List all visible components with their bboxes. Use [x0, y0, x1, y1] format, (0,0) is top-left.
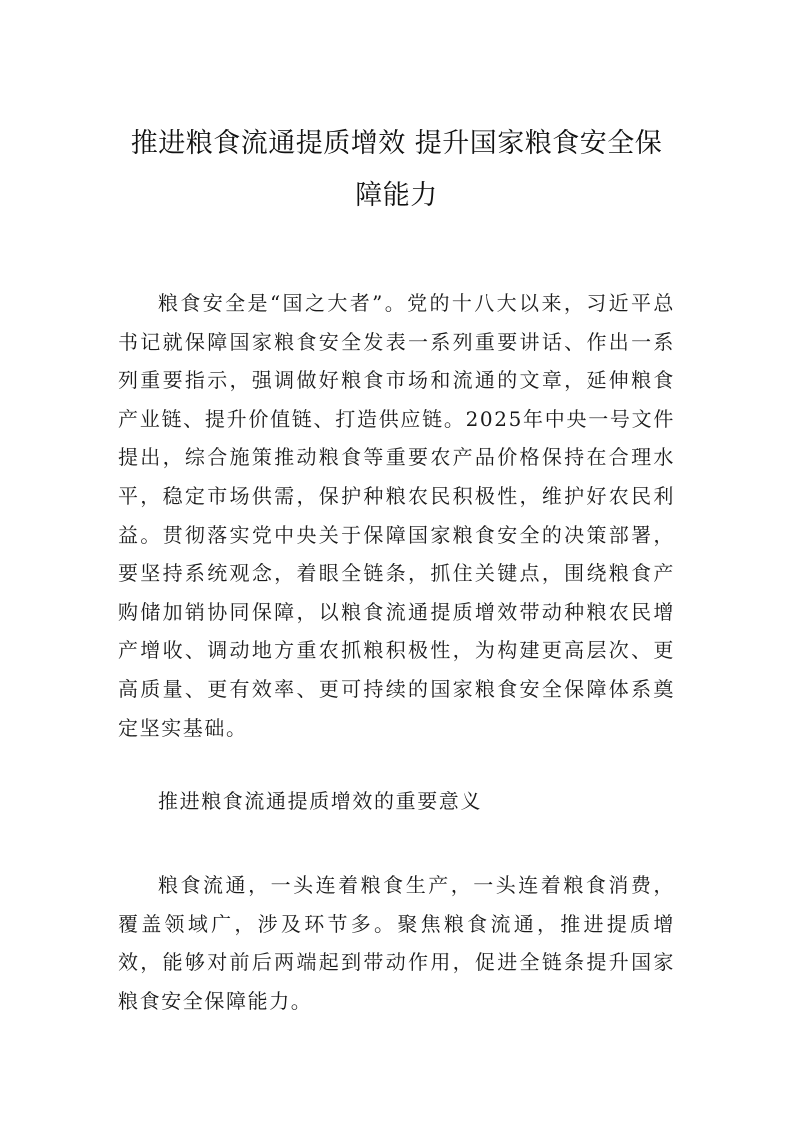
section-paragraph: 粮食流通，一头连着粮食生产，一头连着粮食消费，覆盖领域广，涉及环节多。聚焦粮食流通，推进提质增效，能够对前后两端起到带动作用，促进全链条提升国家粮食安全保障能力。 — [118, 873, 675, 1013]
document-title: 推进粮食流通提质增效 提升国家粮食安全保障能力 — [130, 128, 663, 211]
section-heading: 推进粮食流通提质增效的重要意义 — [158, 789, 482, 813]
intro-paragraph: 粮食安全是“国之大者”。党的十八大以来，习近平总书记就保障国家粮食安全发表一系列重要讲话、作出一系列重要指示，强调做好粮食市场和流通的文章，延伸粮食产业链、提升价值链、打造供应链。2025年中央一号文件提出，综合施策推动粮食等重要农产品价格保持在合理水平，稳定市场供需，保护种粮农民积极性，维护好农民利益。贯彻落实党中央关于保障国家粮食安全的决策部署，要坚持系统观念，着眼全链条，抓住关键点，围绕粮食产购储加销协同保障，以粮食流通提质增效带动种粮农民增产增收、调动地方重农抓粮积极性，为构建更高层次、更高质量、更有效率、更可持续的国家粮食安全保障体系奠定坚实基础。 — [118, 291, 675, 740]
